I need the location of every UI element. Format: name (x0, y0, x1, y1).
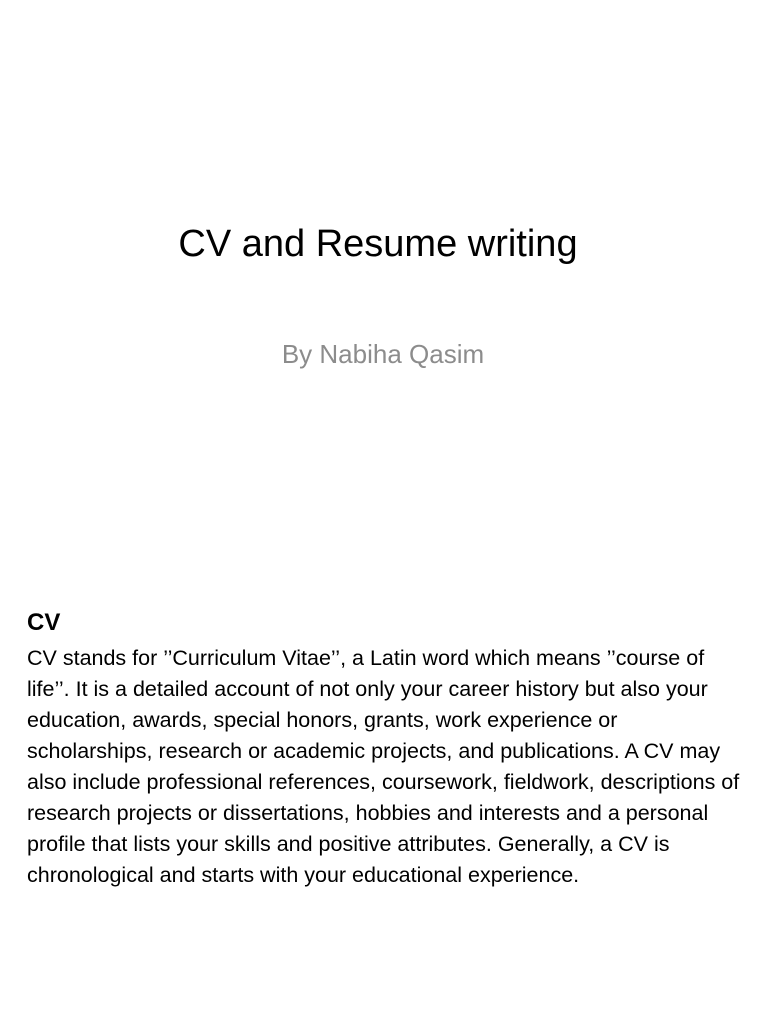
body-paragraph: CV stands for ’’Curriculum Vitae’’, a Latin word which means ’’course of life’’. It is a detailed account of not only your career history but also your education, awards, special honors, grants, work experience or scholarships, research or academic projects, and publications. A CV may also include professional references, coursework, fieldwork, descriptions of research projects or dissertations, hobbies and interests and a personal profile that lists your skills and positive attributes. Generally, a CV is chronological and starts with your educational experience. (27, 646, 740, 887)
section-heading: CV (27, 609, 61, 636)
page-title: CV and Resume writing (178, 223, 578, 265)
content-slide (0, 576, 768, 1024)
author-subtitle: By Nabiha Qasim (281, 339, 485, 369)
